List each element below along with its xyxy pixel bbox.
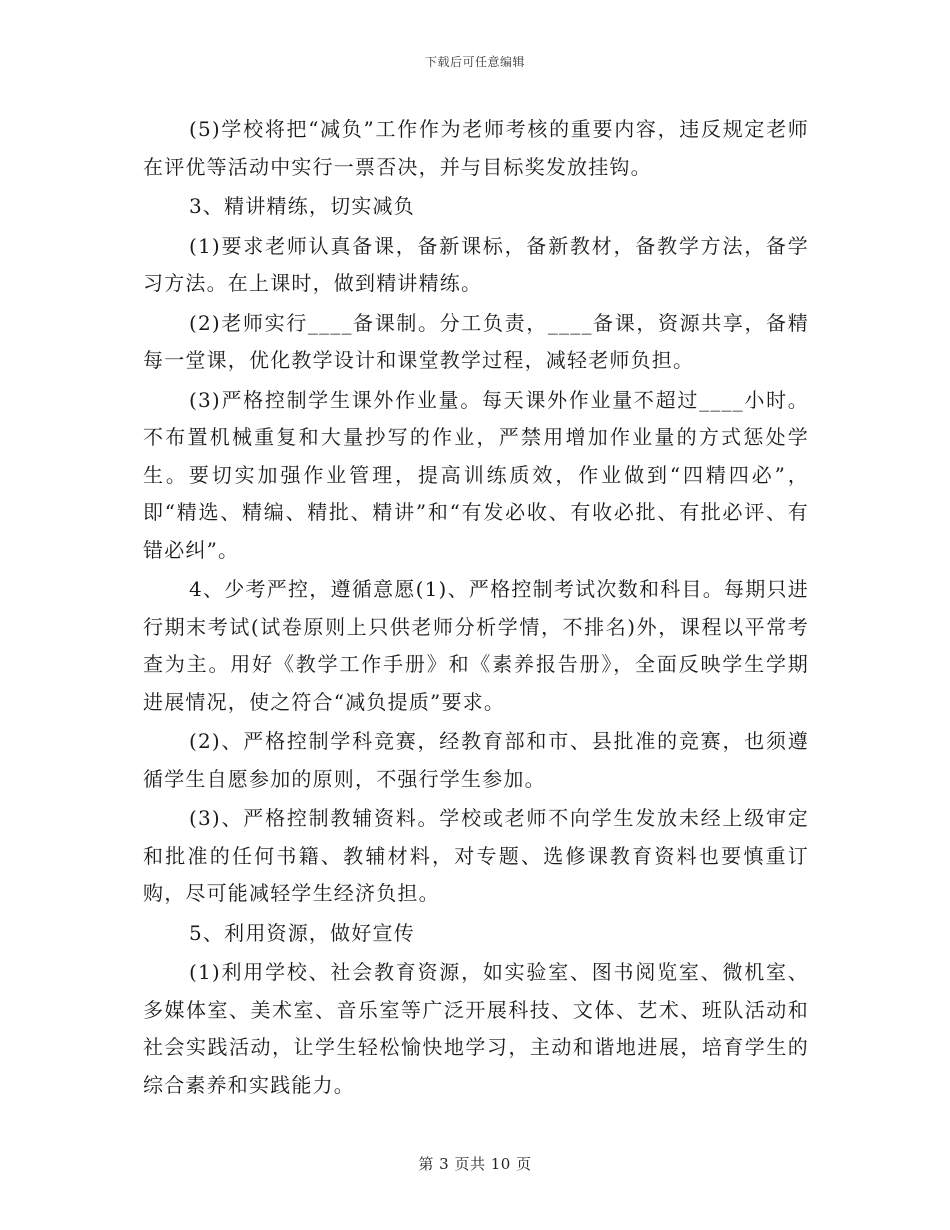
- section-heading-5: 5、利用资源，做好宣传: [189, 920, 415, 945]
- page-header: 下载后可任意编辑: [424, 55, 525, 69]
- paragraph-item-3-homework: (3)严格控制学生课外作业量。每天课外作业量不超过____小时。不布置机械重复和大量抄写的作业，严禁用增加作业量的方式惩处学生。要切实加强作业管理，提高训练质效，作业做到“四精四必”，即“精选、精编、精批、精讲”和“有发必收、有收必批、有批必评、有错必纠”。: [143, 387, 809, 562]
- paragraph-item-3-materials: (3)、严格控制教辅资料。学校或老师不向学生发放未经上级审定和批准的任何书籍、教辅材料，对专题、选修课教育资料也要慎重订购，尽可能减轻学生经济负担。: [143, 806, 809, 905]
- page-footer: 第 3 页共 10 页: [418, 1155, 532, 1173]
- paragraph-item-1-resources: (1)利用学校、社会教育资源，如实验室、图书阅览室、微机室、多媒体室、美术室、音乐室等广泛开展科技、文体、艺术、班队活动和社会实践活动，让学生轻松愉快地学习，主动和谐地进展，培育学生的综合素养和实践能力。: [143, 960, 809, 1097]
- document-body: [143, 111, 809, 1106]
- paragraph-item-5-assessment: (5)学校将把“减负”工作作为老师考核的重要内容，违反规定老师在评优等活动中实行一票否决，并与目标奖发放挂钩。: [143, 117, 809, 179]
- paragraph-item-2-competitions: (2)、严格控制学科竞赛，经教育部和市、县批准的竞赛，也须遵循学生自愿参加的原则，不强行学生参加。: [143, 729, 809, 791]
- paragraph-section-4-exams: 4、少考严控，遵循意愿(1)、严格控制考试次数和科目。每期只进行期末考试(试卷原则上只供老师分析学情，不排名)外，课程以平常考查为主。用好《教学工作手册》和《素养报告册》，全面反映学生学期进展情况，使之符合“减负提质”要求。: [143, 577, 809, 714]
- paragraph-item-1-lesson-prep: (1)要求老师认真备课，备新课标，备新教材，备教学方法，备学习方法。在上课时，做到精讲精练。: [143, 233, 809, 295]
- section-heading-3: 3、精讲精练，切实减负: [189, 194, 415, 218]
- paragraph-item-2-prep-system: (2)老师实行____备课制。分工负责，____备课，资源共享，备精每一堂课，优化教学设计和课堂教学过程，减轻老师负担。: [143, 310, 809, 372]
